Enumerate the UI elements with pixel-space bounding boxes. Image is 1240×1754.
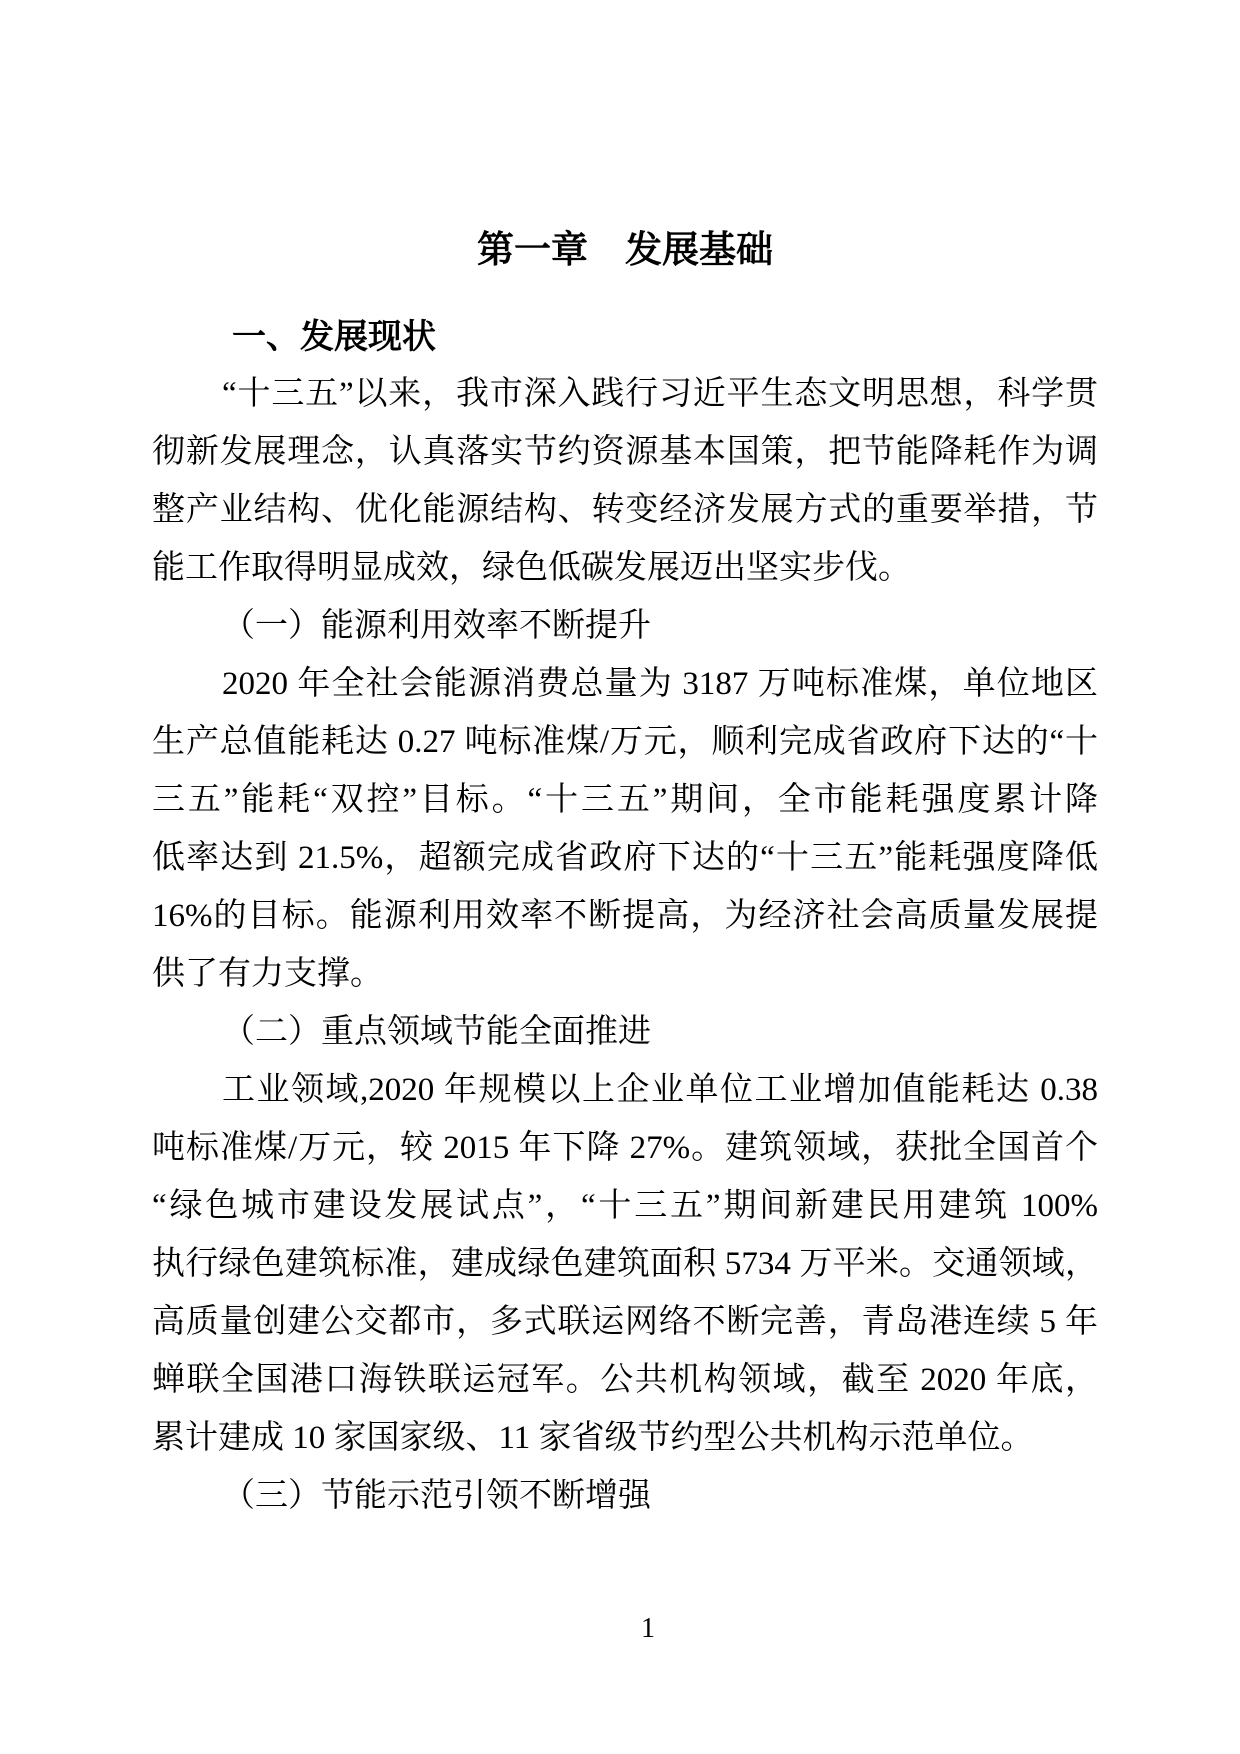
- text-block: [152, 0, 1098, 1525]
- text-line: 16%的目标。能源利用效率不断提高，为经济社会高质量发展提: [152, 898, 1098, 934]
- key-fields-paragraph: [152, 1061, 1098, 1467]
- text-line: 低率达到 21.5%，超额完成省政府下达的“十三五”能耗强度降低: [152, 840, 1098, 876]
- text-line: 整产业结构、优化能源结构、转变经济发展方式的重要举措，节: [152, 492, 1098, 528]
- intro-paragraph: [152, 365, 1098, 597]
- text-line: 三五”能耗“双控”目标。“十三五”期间，全市能耗强度累计降: [152, 782, 1098, 818]
- section-heading: 一、发展现状: [232, 318, 436, 356]
- text-line: 供了有力支撑。: [152, 956, 383, 992]
- text-line: 生产总值能耗达 0.27 吨标准煤/万元，顺利完成省政府下达的“十: [152, 724, 1098, 760]
- text-line: 2020 年全社会能源消费总量为 3187 万吨标准煤，单位地区: [222, 666, 1098, 702]
- text-line: 彻新发展理念，认真落实节约资源基本国策，把节能降耗作为调: [152, 434, 1098, 470]
- chapter-title: 第一章 发展基础: [477, 229, 773, 270]
- text-line: “绿色城市建设发展试点”，“十三五”期间新建民用建筑 100%: [152, 1188, 1098, 1224]
- text-line: 工业领域,2020 年规模以上企业单位工业增加值能耗达 0.38: [222, 1072, 1098, 1108]
- subsection-heading-2: （二）重点领域节能全面推进: [222, 1014, 651, 1050]
- subsection-heading-1: （一）能源利用效率不断提升: [222, 608, 651, 644]
- text-line: 高质量创建公交都市，多式联运网络不断完善，青岛港连续 5 年: [152, 1304, 1098, 1340]
- text-line: 蝉联全国港口海铁联运冠军。公共机构领域，截至 2020 年底，: [152, 1362, 1098, 1398]
- energy-efficiency-paragraph: [152, 655, 1098, 1003]
- text-line: 能工作取得明显成效，绿色低碳发展迈出坚实步伐。: [152, 550, 911, 586]
- text-line: “十三五”以来，我市深入践行习近平生态文明思想，科学贯: [222, 376, 1098, 412]
- text-line: 累计建成 10 家国家级、11 家省级节约型公共机构示范单位。: [152, 1420, 1034, 1456]
- text-line: 执行绿色建筑标准，建成绿色建筑面积 5734 万平米。交通领域，: [152, 1246, 1098, 1282]
- subsection-heading-3: （三）节能示范引领不断增强: [222, 1478, 651, 1514]
- page-number: 1: [641, 1613, 655, 1644]
- text-line: 吨标准煤/万元，较 2015 年下降 27%。建筑领域，获批全国首个: [152, 1130, 1098, 1166]
